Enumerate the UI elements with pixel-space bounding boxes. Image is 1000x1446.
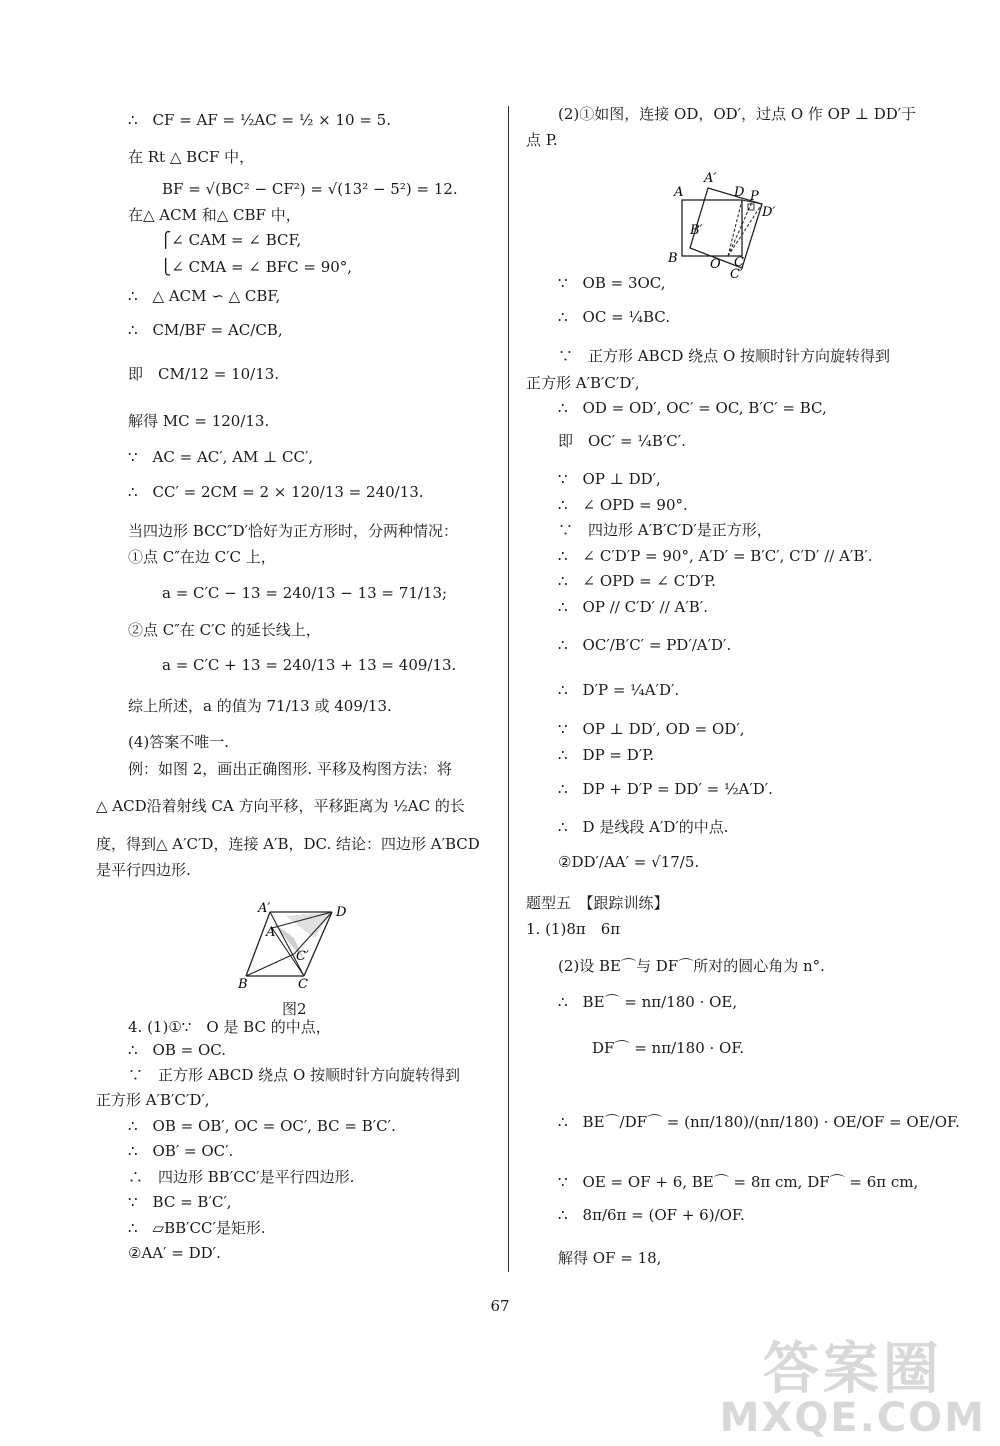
left-text-line: 4. (1)①∵ O 是 BC 的中点， xyxy=(128,1018,331,1036)
right-text-line: 点 P. xyxy=(526,131,558,149)
label-B: B xyxy=(668,251,678,266)
shaded-region xyxy=(286,912,332,938)
right-text-line: ∴ 8π/6π = (OF + 6)/OF. xyxy=(558,1206,745,1224)
right-text-line: ∵ OE = OF + 6, BE⌒ = 8π cm, DF⌒ = 6π cm, xyxy=(558,1173,919,1191)
left-text-line: ②AA′ = DD′. xyxy=(128,1244,221,1262)
label-P: P xyxy=(750,189,759,204)
label-A-prime: A′ xyxy=(258,901,271,916)
left-text-line: 综上所述，a 的值为 71/13 或 409/13. xyxy=(128,697,392,715)
right-text-line: ∴ OP // C′D′ // A′B′. xyxy=(558,598,708,616)
left-text-line: ∴ OB = OC. xyxy=(128,1041,226,1059)
left-text-line: ∴ CF = AF = ½AC = ½ × 10 = 5. xyxy=(128,111,391,129)
right-text-line: 解得 OF = 18, xyxy=(558,1249,662,1267)
label-D: D xyxy=(336,905,347,920)
left-text-line: (4)答案不唯一. xyxy=(128,733,230,751)
right-text-line: ∵ OB = 3OC, xyxy=(558,274,666,292)
figure-2-caption: 图2 xyxy=(282,1000,307,1018)
left-text-line: 度，得到△ A′C′D，连接 A′B，DC. 结论：四边形 A′BCD xyxy=(96,835,480,853)
right-text-line: ∵ OP ⊥ DD′, OD = OD′, xyxy=(558,720,745,738)
label-C: C xyxy=(734,255,744,270)
left-text-line: ∴ △ ACM ∽ △ CBF, xyxy=(128,287,281,305)
left-text-line: 在 Rt △ BCF 中， xyxy=(128,148,255,166)
right-text-line: ∴ OC′/B′C′ = PD′/A′D′. xyxy=(558,636,732,654)
left-text-line: 是平行四边形. xyxy=(96,861,191,879)
left-text-line: ∴ OB = OB′, OC = OC′, BC = B′C′. xyxy=(128,1117,396,1135)
right-text-line: 题型五 【跟踪训练】 xyxy=(526,894,669,912)
left-text-line: ②点 C″在 C′C 的延长线上， xyxy=(128,621,321,639)
left-text-line: ⎧∠ CAM = ∠ BCF, xyxy=(160,231,302,249)
left-text-line: ∵ AC = AC′, AM ⊥ CC′, xyxy=(128,448,314,466)
right-text-line: ∴ D 是线段 A′D′的中点. xyxy=(558,818,729,836)
left-text-line: ∴ ▱BB′CC′是矩形. xyxy=(128,1219,266,1237)
right-text-line: ∴ DP = D′P. xyxy=(558,746,655,764)
left-text-line: ∵ 正方形 ABCD 绕点 O 按顺时针方向旋转得到 xyxy=(128,1066,461,1084)
left-text-line: ∴ CM/BF = AC/CB, xyxy=(128,321,283,339)
label-C-prime: C′ xyxy=(296,949,309,964)
right-text-line: 正方形 A′B′C′D′, xyxy=(526,374,640,392)
right-text-line: ∴ OC = ¼BC. xyxy=(558,308,670,326)
right-text-line: 1. (1)8π 6π xyxy=(526,920,621,938)
page-number: 67 xyxy=(490,1297,510,1315)
label-C: C xyxy=(298,977,308,990)
left-text-line: 解得 MC = 120/13. xyxy=(128,412,270,430)
left-text-line: 例：如图 2，画出正确图形. 平移及构图方法：将 xyxy=(128,760,452,778)
label-D-prime: D′ xyxy=(762,205,776,220)
left-text-line: a = C′C + 13 = 240/13 + 13 = 409/13. xyxy=(162,656,457,674)
watermark-url: MXQE.COM xyxy=(719,1395,986,1441)
right-text-line: ∴ ∠ C′D′P = 90°, A′D′ = B′C′, C′D′ // A′B′. xyxy=(558,547,873,565)
label-B-prime: B′ xyxy=(690,223,703,238)
left-text-line: △ ACD沿着射线 CA 方向平移，平移距离为 ½AC 的长 xyxy=(96,797,465,815)
left-text-line: ⎩∠ CMA = ∠ BFC = 90°, xyxy=(160,258,353,276)
right-text-line: 即 OC′ = ¼B′C′. xyxy=(558,432,686,450)
label-B: B xyxy=(238,977,248,990)
left-text-line: 即 CM/12 = 10/13. xyxy=(128,365,280,383)
right-text-line: DF⌒ = nπ/180 · OF. xyxy=(592,1039,745,1057)
figure-2 xyxy=(232,898,362,990)
right-text-line: ∴ ∠ OPD = 90°. xyxy=(558,496,688,514)
label-A: A xyxy=(674,185,684,200)
label-O: O xyxy=(710,257,721,272)
left-text-line: ∴ 四边形 BB′CC′是平行四边形. xyxy=(128,1168,355,1186)
label-C-prime: C′ xyxy=(730,267,743,278)
left-text-line: BF = √(BC² − CF²) = √(13² − 5²) = 12. xyxy=(162,180,458,198)
right-text-line: ∴ BE⌒/DF⌒ = (nπ/180)/(nπ/180) · OE/OF = OE/OF. xyxy=(558,1113,960,1131)
right-text-line: ∴ BE⌒ = nπ/180 · OE, xyxy=(558,993,738,1011)
right-text-line: ∵ 正方形 ABCD 绕点 O 按顺时针方向旋转得到 xyxy=(558,347,891,365)
right-text-line: ∴ OD = OD′, OC′ = OC, B′C′ = BC, xyxy=(558,399,827,417)
label-A-prime: A′ xyxy=(704,171,717,186)
left-text-line: ①点 C″在边 C′C 上， xyxy=(128,548,276,566)
right-text-line: ∴ ∠ OPD = ∠ C′D′P. xyxy=(558,572,716,590)
right-text-line: ②DD′/AA′ = √17/5. xyxy=(558,853,700,871)
column-divider xyxy=(508,106,509,1272)
watermark-logo xyxy=(719,1337,986,1441)
figure-1 xyxy=(668,168,788,278)
left-text-line: ∵ BC = B′C′, xyxy=(128,1193,232,1211)
right-text-line: (2)①如图，连接 OD，OD′，过点 O 作 OP ⊥ DD′于 xyxy=(558,105,917,123)
left-text-line: a = C′C − 13 = 240/13 − 13 = 71/13; xyxy=(162,584,448,602)
right-text-line: (2)设 BE⌒与 DF⌒所对的圆心角为 n°. xyxy=(558,957,825,975)
left-text-line: 当四边形 BCC″D′恰好为正方形时，分两种情况： xyxy=(128,522,459,540)
left-text-line: ∴ CC′ = 2CM = 2 × 120/13 = 240/13. xyxy=(128,483,424,501)
left-text-line: 正方形 A′B′C′D′, xyxy=(96,1091,210,1109)
left-text-line: 在△ ACM 和△ CBF 中， xyxy=(128,206,301,224)
right-text-line: ∵ OP ⊥ DD′, xyxy=(558,470,661,488)
label-A: A xyxy=(266,925,276,940)
left-text-line: ∴ OB′ = OC′. xyxy=(128,1142,234,1160)
right-text-line: ∵ 四边形 A′B′C′D′是正方形， xyxy=(558,521,772,539)
label-D: D xyxy=(734,185,745,200)
watermark-text: 答案圈 xyxy=(762,1337,943,1402)
right-text-line: ∴ D′P = ¼A′D′. xyxy=(558,681,680,699)
right-text-line: ∴ DP + D′P = DD′ = ½A′D′. xyxy=(558,780,773,798)
